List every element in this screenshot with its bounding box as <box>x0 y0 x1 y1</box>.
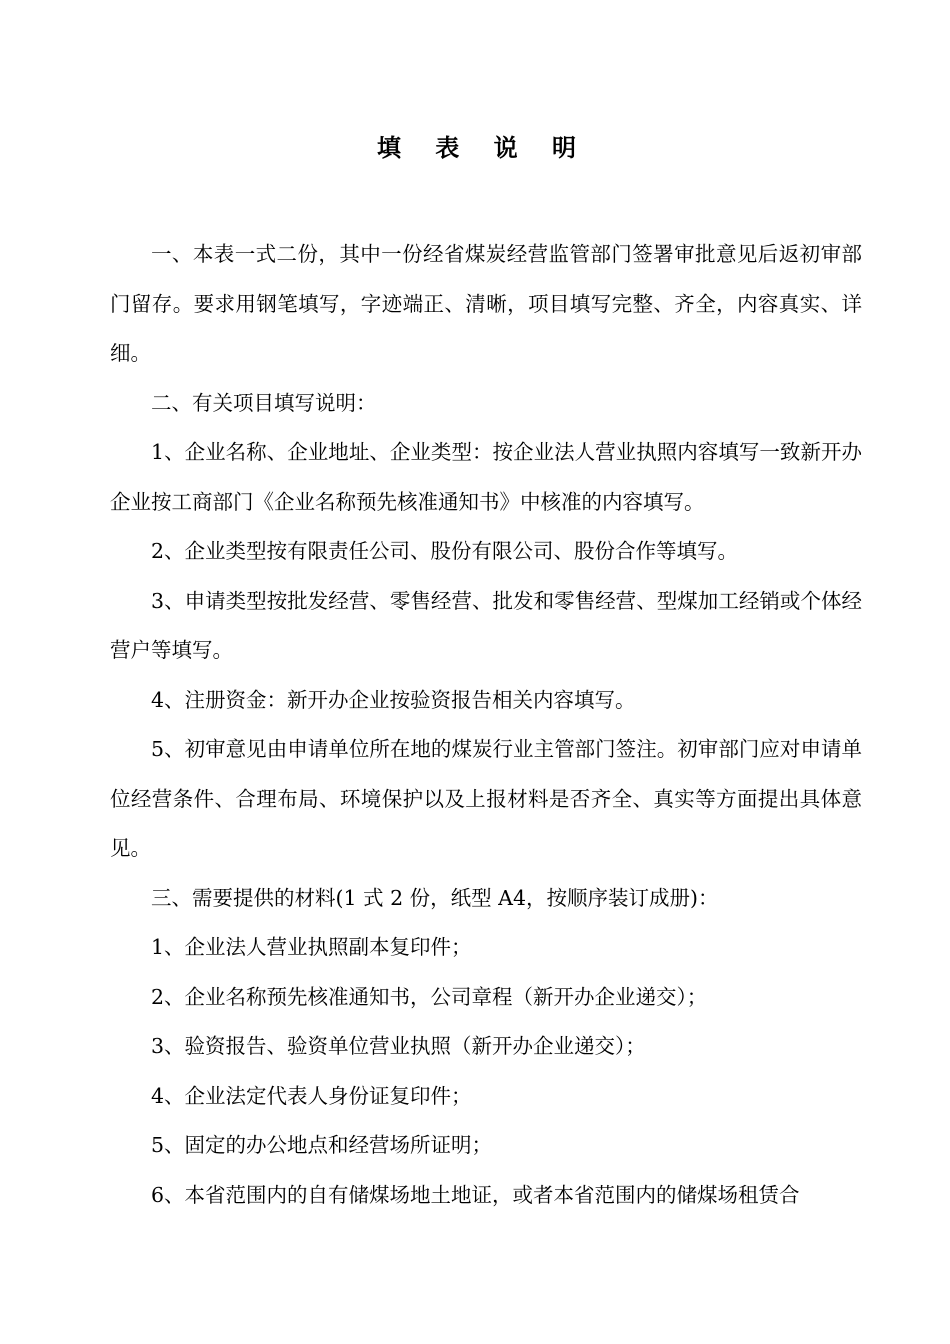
material-item-6: 6、本省范围内的自有储煤场地土地证，或者本省范围内的储煤场租赁合 <box>151 1182 800 1207</box>
instruction-item-4: 4、注册资金：新开办企业按验资报告相关内容填写。 <box>151 687 636 712</box>
instruction-item-3: 3、申请类型按批发经营、零售经营、批发和零售经营、型煤加工经销或个体经营户等填写。 <box>110 588 862 662</box>
section-heading-fill-instructions: 二、有关项目填写说明： <box>151 390 377 415</box>
material-item-1: 1、企业法人营业执照副本复印件； <box>151 935 472 959</box>
instruction-item-2: 2、企业类型按有限责任公司、股份有限公司、股份合作等填写。 <box>151 539 739 563</box>
document-body <box>110 230 862 1220</box>
material-item-3: 3、验资报告、验资单位营业执照（新开办企业递交）； <box>151 1034 646 1058</box>
instruction-item-5: 5、初审意见由申请单位所在地的煤炭行业主管部门签注。初审部门应对申请单位经营条件、合理布局、环境保护以及上报材料是否齐全、真实等方面提出具体意见。 <box>110 737 862 860</box>
section-heading-materials: 三、需要提供的材料(1 式 2 份，纸型 A4，按顺序装订成册)： <box>151 885 719 910</box>
material-item-4: 4、企业法定代表人身份证复印件； <box>151 1083 472 1108</box>
document-title: 填 表 说 明 <box>376 133 590 162</box>
material-item-5: 5、固定的办公地点和经营场所证明； <box>151 1133 493 1157</box>
instruction-item-1: 1、企业名称、企业地址、企业类型：按企业法人营业执照内容填写一致新开办企业按工商部门《企业名称预先核准通知书》中核准的内容填写。 <box>110 440 862 514</box>
material-item-2: 2、企业名称预先核准通知书，公司章程（新开办企业递交）； <box>151 984 708 1009</box>
paragraph-copies-requirement: 一、本表一式二份，其中一份经省煤炭经营监管部门签署审批意见后返初审部门留存。要求用钢笔填写，字迹端正、清晰，项目填写完整、齐全，内容真实、详细。 <box>110 242 862 365</box>
